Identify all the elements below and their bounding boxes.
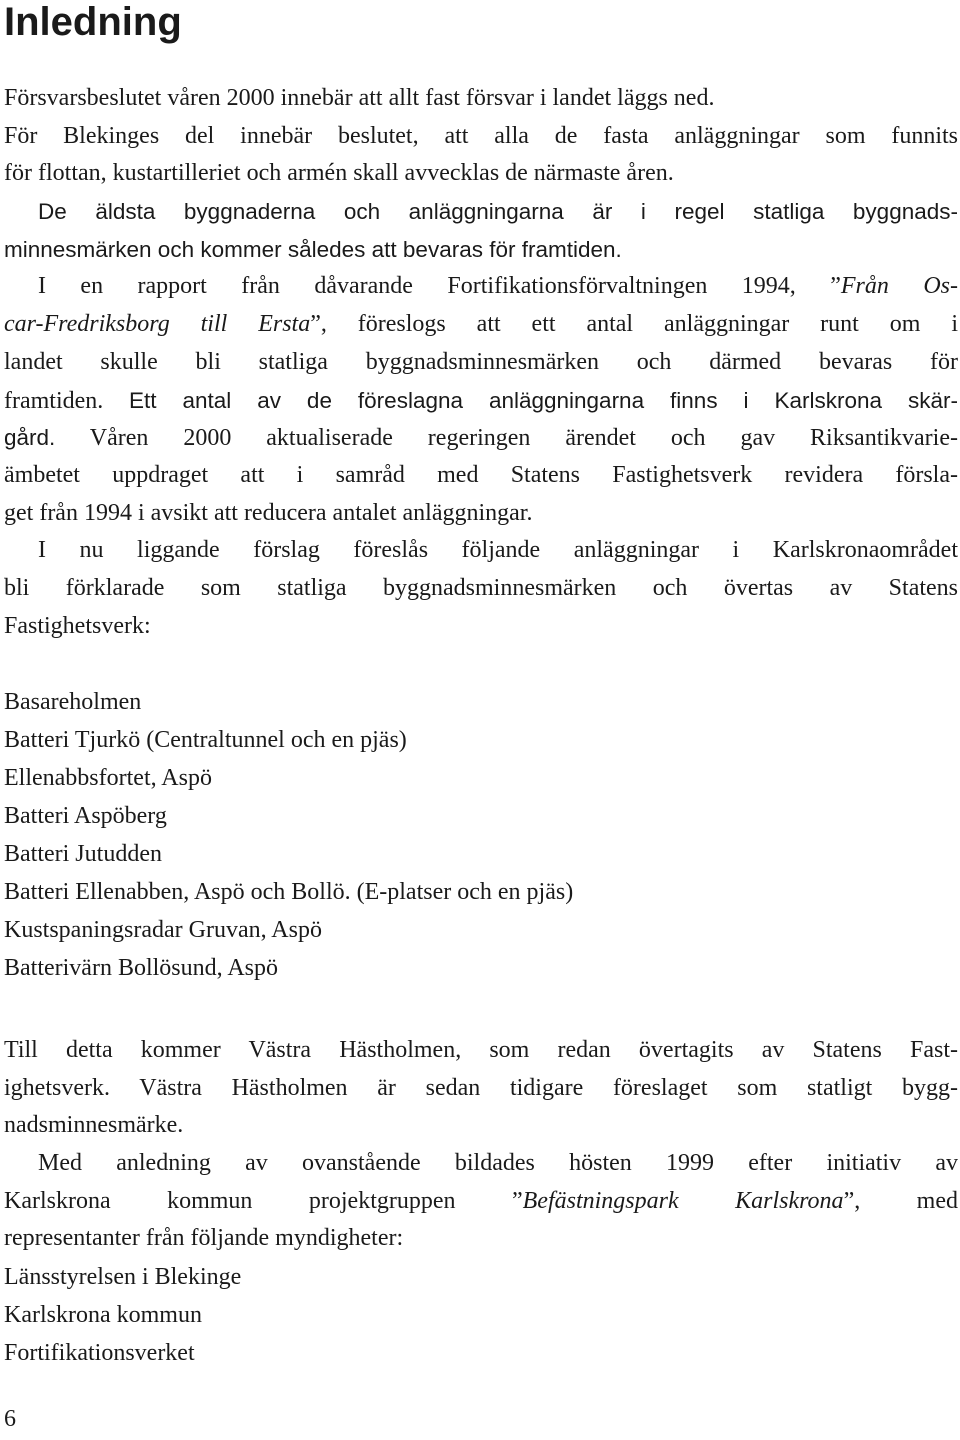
text-fragment: I en rapport från dåvarande Fortifikationsförvaltningen 1994, ” <box>38 273 841 300</box>
text-fragment: Karlskrona kommun projektgruppen ” <box>4 1187 523 1214</box>
report-title-part: car-Fredriksborg till Ersta <box>4 311 311 338</box>
paragraph-report <box>4 268 958 532</box>
text-fragment: ”, med <box>843 1187 958 1214</box>
spacer <box>4 645 958 683</box>
text-fragment: framtiden. <box>4 387 129 414</box>
paragraph-vastra-hastholmen <box>4 1032 958 1145</box>
text-line: Med anledning av ovanstående bildades hösten 1999 efter initiativ av <box>38 1150 958 1177</box>
report-title-part: Från Os- <box>840 273 958 300</box>
text-line: Till detta kommer Västra Hästholmen, som redan övertagits av Statens Fast- <box>4 1037 958 1063</box>
list-item: Länsstyrelsen i Blekinge <box>4 1264 242 1291</box>
text-line: För Blekinges del innebär beslutet, att alla de fasta anläggningar som funnits <box>4 122 958 149</box>
list-item: Batteri Ellenabben, Aspö och Bollö. (E-platser och en pjäs) <box>4 879 574 906</box>
text-line: för flottan, kustartilleriet och armén skall avvecklas de närmaste åren. <box>4 160 674 187</box>
paragraph-oldest-buildings <box>4 193 958 268</box>
text-fragment: Våren 2000 aktualiserade regeringen ärendet och gav Riksantikvarie- <box>55 425 958 452</box>
text-line: minnesmärken och kommer således att bevaras för framtiden. <box>4 236 622 262</box>
text-line: I nu liggande förslag föreslås följande anläggningar i Karlskronaområdet <box>38 537 958 564</box>
text-line <box>4 1183 958 1221</box>
text-line: De äldsta byggnaderna och anläggningarna är i regel statliga byggnads- <box>38 199 958 225</box>
list-item: Batteri Aspöberg <box>4 803 167 830</box>
text-line: landet skulle bli statliga byggnadsminnesmärken och därmed bevaras för <box>4 348 958 375</box>
text-line: bli förklarade som statliga byggnadsminnesmärken och övertas av Statens <box>4 574 958 601</box>
text-line: representanter från följande myndigheter: <box>4 1225 404 1252</box>
page-number: 6 <box>4 1406 16 1432</box>
project-name: Befästningspark Karlskrona <box>522 1187 844 1214</box>
paragraph-decision <box>4 80 958 193</box>
text-line: ighetsverk. Västra Hästholmen är sedan tidigare föreslaget som statligt bygg- <box>4 1074 958 1101</box>
text-line: ämbetet uppdraget att i samråd med Statens Fastighetsverk revidera försla- <box>4 461 958 488</box>
text-fragment: Ett antal av de föreslagna anläggningarna finns i Karlskrona skär- <box>129 387 958 413</box>
text-line <box>4 306 958 344</box>
facilities-list <box>4 683 958 987</box>
chapter-heading: Inledning <box>4 0 182 44</box>
list-item: Batteri Jutudden <box>4 841 162 868</box>
body-text <box>4 80 958 987</box>
list-item: Basareholmen <box>4 689 142 716</box>
text-line <box>4 382 958 420</box>
list-item: Karlskrona kommun <box>4 1302 202 1329</box>
list-item: Batteri Tjurkö (Centraltunnel och en pjäs) <box>4 727 407 754</box>
text-line: Fastighetsverk: <box>4 612 151 639</box>
list-item: Batterivärn Bollösund, Aspö <box>4 955 278 982</box>
paragraph-proposal <box>4 532 958 645</box>
text-line: nadsminnesmärke. <box>4 1112 184 1139</box>
text-line <box>4 268 958 306</box>
list-item: Fortifikationsverket <box>4 1340 195 1367</box>
authorities-list <box>4 1258 958 1372</box>
list-item: Kustspaningsradar Gruvan, Aspö <box>4 917 322 944</box>
paragraph-project-group <box>4 1145 958 1258</box>
text-line: get från 1994 i avsikt att reducera antalet anläggningar. <box>4 499 533 526</box>
text-fragment: ”, föreslogs att ett antal anläggningar runt om i <box>310 311 958 338</box>
list-item: Ellenabbsfortet, Aspö <box>4 765 212 792</box>
text-line: Försvarsbeslutet våren 2000 innebär att allt fast försvar i landet läggs ned. <box>4 85 715 111</box>
body-text-lower <box>4 1032 958 1372</box>
text-line <box>4 419 958 457</box>
text-fragment: gård. <box>4 425 56 451</box>
